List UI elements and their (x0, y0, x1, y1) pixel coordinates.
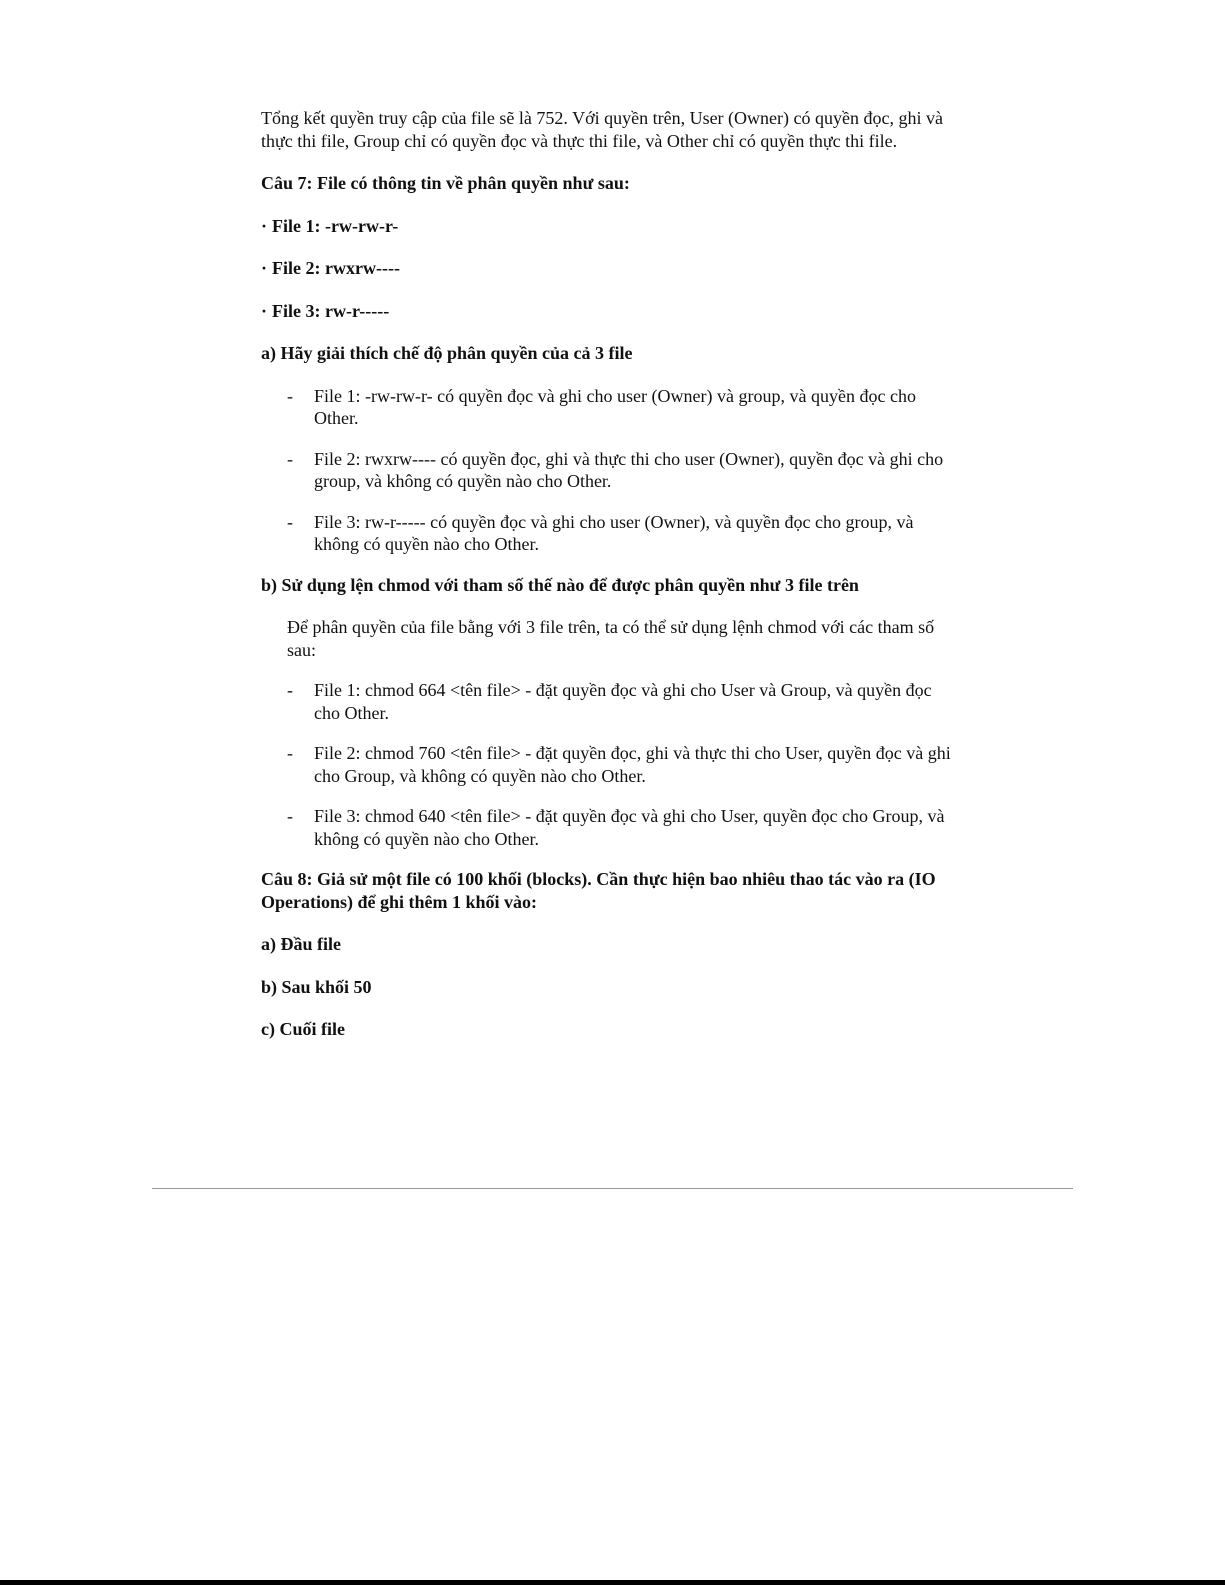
list-item-text: File 1: -rw-rw-r- có quyền đọc và ghi cho user (Owner) và group, và quyền đọc cho Other. (314, 385, 916, 428)
bullet-dot: · (261, 300, 268, 321)
list-item-text: File 1: chmod 664 <tên file> - đặt quyền đọc và ghi cho User và Group, và quyền đọc cho Other. (314, 680, 932, 723)
page-bottom-edge (0, 1580, 1225, 1585)
question-8-option-c: c) Cuối file (261, 1019, 345, 1039)
list-item (287, 679, 961, 724)
question-8-option-b: b) Sau khối 50 (261, 976, 372, 997)
list-item-text: File 2: chmod 760 <tên file> - đặt quyền đọc, ghi và thực thi cho User, quyền đọc và ghi cho Group, và không có quyền nào cho Other. (314, 743, 951, 786)
list-item (287, 511, 961, 556)
file-2-line (261, 257, 961, 280)
part-a-heading: a) Hãy giải thích chế độ phân quyền của cả 3 file (261, 343, 633, 363)
file-3-label: File 3: rw-r----- (272, 300, 390, 321)
part-b-list (287, 679, 961, 850)
part-b-intro: Để phân quyền của file bằng với 3 file trên, ta có thể sử dụng lệnh chmod với các tham số sau: (287, 617, 935, 660)
summary-paragraph: Tổng kết quyền truy cập của file sẽ là 752. Với quyền trên, User (Owner) có quyền đọc, ghi và thực thi file, Group chỉ có quyền đọc và thực thi file, và Other chỉ có quyền thực thi file. (261, 108, 943, 151)
bullet-dot: · (261, 215, 268, 236)
question-8-title: Câu 8: Giả sử một file có 100 khối (blocks). Cần thực hiện bao nhiêu thao tác vào ra (IO Operations) để ghi thêm 1 khối vào: (261, 869, 936, 912)
part-b-heading: b) Sử dụng lện chmod với tham số thế nào để được phân quyền như 3 file trên (261, 574, 859, 595)
list-item (287, 742, 961, 787)
dash-marker: - (287, 385, 293, 406)
file-1-label: File 1: -rw-rw-r- (272, 215, 399, 236)
dash-marker: - (287, 743, 293, 763)
question-8-option-a: a) Đầu file (261, 934, 341, 954)
file-3-line (261, 300, 961, 323)
dash-marker: - (287, 511, 293, 532)
list-item (287, 385, 961, 430)
file-1-line (261, 215, 961, 238)
dash-marker: - (287, 680, 293, 700)
dash-marker: - (287, 448, 293, 469)
list-item (287, 448, 961, 493)
list-item-text: File 3: rw-r----- có quyền đọc và ghi cho user (Owner), và quyền đọc cho group, và không có quyền nào cho Other. (314, 511, 914, 554)
list-item-text: File 2: rwxrw---- có quyền đọc, ghi và thực thi cho user (Owner), quyền đọc và ghi cho group, và không có quyền nào cho Other. (314, 448, 944, 491)
document-body (261, 107, 961, 1061)
page-divider (152, 1188, 1073, 1189)
bullet-dot: · (261, 258, 268, 278)
part-a-list (287, 385, 961, 556)
list-item (287, 805, 961, 850)
dash-marker: - (287, 806, 293, 826)
list-item-text: File 3: chmod 640 <tên file> - đặt quyền đọc và ghi cho User, quyền đọc cho Group, và không có quyền nào cho Other. (314, 806, 945, 849)
question-7-title: Câu 7: File có thông tin về phân quyền như sau: (261, 173, 630, 193)
file-2-label: File 2: rwxrw---- (272, 258, 400, 278)
